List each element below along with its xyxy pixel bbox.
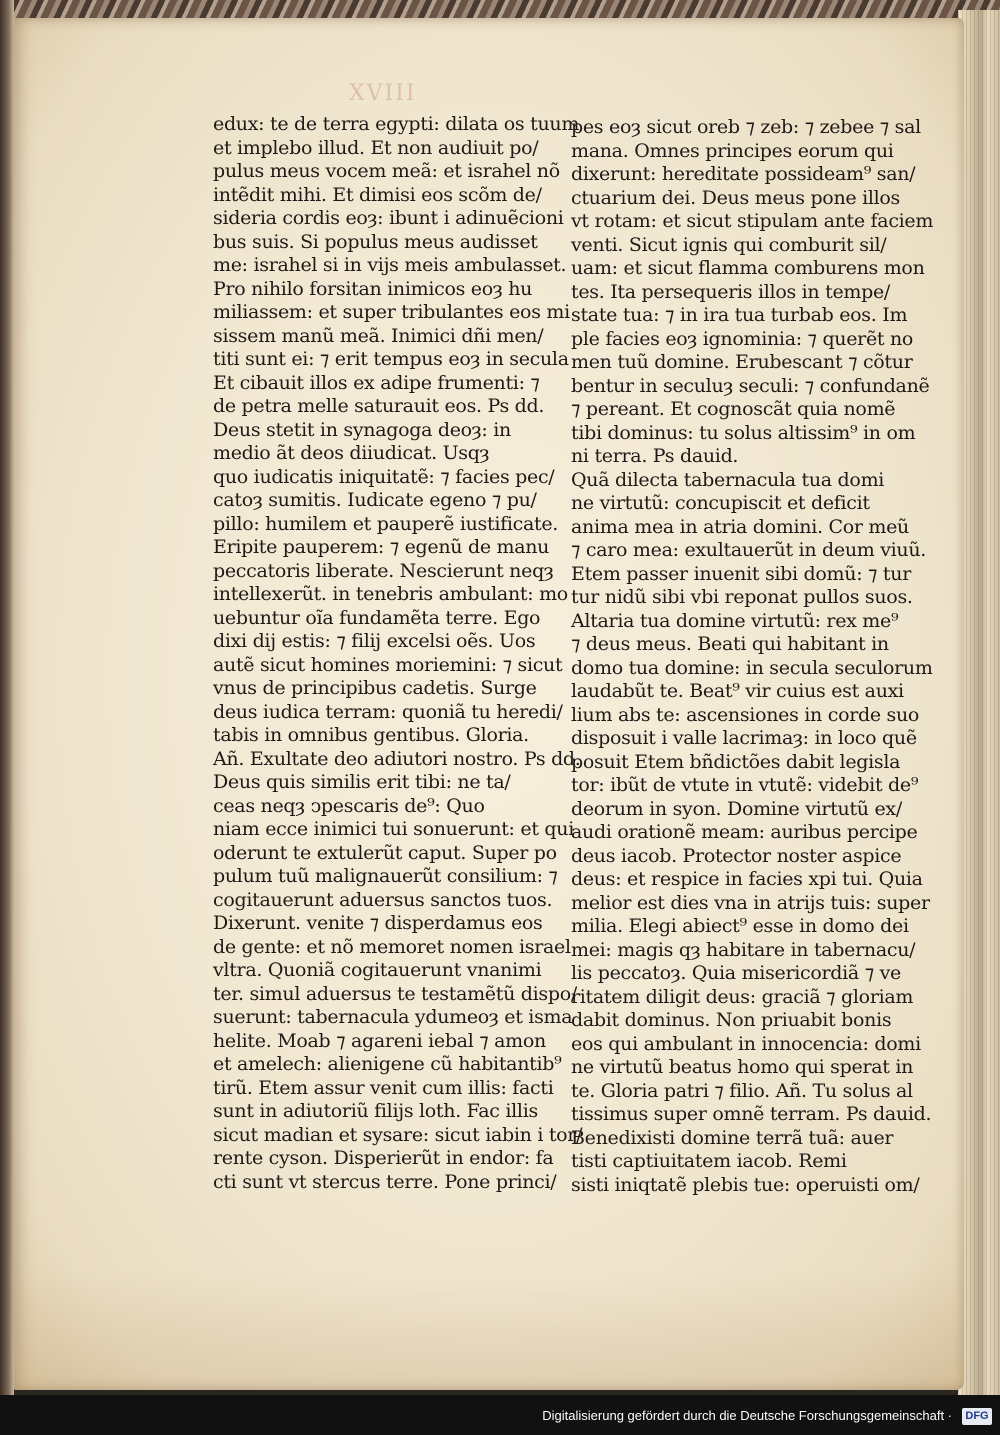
text-line: venti. Sicut ignis qui comburit sil/ <box>571 233 887 256</box>
text-line: Altaria tua domine virtutũ: rex me⁹ <box>571 609 899 632</box>
text-line: peccatoris liberate. Nescierunt neqȝ <box>213 559 554 582</box>
text-line: melior est dies vna in atrijs tuis: super <box>571 891 930 914</box>
text-line: sunt in adiutoriũ filijs loth. Fac illis <box>213 1100 538 1122</box>
text-line: tisti captiuitatem iacob. Remi <box>571 1150 847 1172</box>
text-line: pulum tuũ malignauerũt consilium: ⁊ <box>213 865 558 887</box>
right-text-column <box>571 116 934 1197</box>
text-line: bus suis. Si populus meus audisset <box>213 230 538 253</box>
text-line: anima mea in atria domini. Cor meũ <box>571 515 909 538</box>
text-line: ⁊ deus meus. Beati qui habitant in <box>571 633 889 655</box>
text-line: de gente: et nõ memoret nomen israel <box>213 935 571 958</box>
text-line: Deus stetit in synagoga deoȝ: in <box>213 418 511 441</box>
text-line: tor: ibũt de vtute in vtutẽ: videbit de⁹ <box>571 774 919 796</box>
text-line: te. Gloria patri ⁊ filio. Añ. Tu solus al <box>571 1079 913 1102</box>
text-line: niam ecce inimici tui sonuerunt: et qui <box>213 818 574 840</box>
text-line: ⁊ caro mea: exultauerũt in deum viuũ. <box>571 539 927 561</box>
text-line: ceas neqȝ ↄpescaris de⁹: Quo <box>213 794 485 817</box>
text-line: ritatem diligit deus: graciã ⁊ gloriam <box>571 985 914 1008</box>
text-line: milia. Elegi abiect⁹ esse in domo dei <box>571 915 909 937</box>
text-line: oderunt te extulerũt caput. Super po <box>213 841 557 864</box>
text-line: Et cibauit illos ex adipe frumenti: ⁊ <box>213 371 540 394</box>
text-line: helite. Moab ⁊ agareni iebal ⁊ amon <box>213 1029 546 1052</box>
text-line: pulus meus vocem meã: et israhel nõ <box>213 160 560 182</box>
text-line: Dixerunt. venite ⁊ disperdamus eos <box>213 912 543 934</box>
text-line: medio ãt deos diiudicat. Usqȝ <box>213 442 490 464</box>
text-line: ple facies eoȝ ignominia: ⁊ querẽt no <box>571 327 914 350</box>
text-line: Eripite pauperem: ⁊ egenũ de manu <box>213 536 550 558</box>
text-line: de petra melle saturauit eos. Ps dd. <box>213 395 545 417</box>
text-line: sicut madian et sysare: sicut iabin i tor/ <box>213 1123 583 1146</box>
text-line: Quã dilecta tabernacula tua domi <box>571 468 885 491</box>
left-text-column <box>213 113 583 1194</box>
text-line: dixerunt: hereditate possideam⁹ san/ <box>571 163 916 185</box>
text-line: suerunt: tabernacula ydumeoȝ et isma <box>213 1006 573 1028</box>
book-binding-edge <box>0 0 14 1395</box>
text-line: posuit Etem bñdictões dabit legisla <box>571 750 901 773</box>
text-line: deus iudica terram: quoniã tu heredi/ <box>213 700 563 723</box>
text-line: et implebo illud. Et non audiuit po/ <box>213 136 539 159</box>
text-line: sissem manũ meã. Inimici dñi men/ <box>213 324 544 347</box>
text-line: mana. Omnes principes eorum qui <box>571 139 894 162</box>
text-line: vt rotam: et sicut stipulam ante faciem <box>571 210 934 232</box>
text-line: titi sunt ei: ⁊ erit tempus eoȝ in secula <box>213 348 569 370</box>
text-line: ni terra. Ps dauid. <box>571 445 739 467</box>
text-line: Etem passer inuenit sibi domũ: ⁊ tur <box>571 562 911 585</box>
text-line: uebuntur oĩa fundamẽta terre. Ego <box>213 606 541 629</box>
text-line: edux: te de terra egypti: dilata os tuum <box>213 113 580 135</box>
text-line: catoȝ sumitis. Iudicate egeno ⁊ pu/ <box>213 489 537 511</box>
text-line: deus iacob. Protector noster aspice <box>571 844 902 867</box>
text-line: state tua: ⁊ in ira tua turbab eos. Im <box>571 304 908 326</box>
text-line: intellexerũt. in tenebris ambulant: mo <box>213 583 568 605</box>
text-line: intẽdit mihi. Et dimisi eos scõm de/ <box>213 183 542 206</box>
text-line: tirũ. Etem assur venit cum illis: facti <box>213 1076 554 1099</box>
text-line: me: israhel si in vijs meis ambulasset. <box>213 254 567 276</box>
text-line: men tuũ domine. Erubescant ⁊ cõtur <box>571 351 913 373</box>
text-line: sisti iniqtatẽ plebis tue: operuisti om/ <box>571 1173 920 1196</box>
page-stack-edge <box>958 10 1000 1395</box>
text-line: domo tua domine: in secula seculorum <box>571 656 933 679</box>
text-line: deorum in syon. Domine virtutũ ex/ <box>571 797 902 820</box>
text-line: bentur in seculuȝ seculi: ⁊ confundanẽ <box>571 374 930 397</box>
text-line: miliassem: et super tribulantes eos mi <box>213 301 570 323</box>
text-line: ne virtutũ: concupiscit et deficit <box>571 492 870 514</box>
text-line: pes eoȝ sicut oreb ⁊ zeb: ⁊ zebee ⁊ sal <box>571 116 921 138</box>
text-line: tes. Ita persequeris illos in tempe/ <box>571 280 891 303</box>
text-line: tissimus super omnẽ terram. Ps dauid. <box>571 1103 932 1125</box>
text-line: vnus de principibus cadetis. Surge <box>213 677 537 699</box>
text-line: sideria cordis eoȝ: ibunt i adinuẽcioni <box>213 207 564 229</box>
text-line: ⁊ pereant. Et cognoscãt quia nomẽ <box>571 398 896 420</box>
text-line: lium abs te: ascensiones in corde suo <box>571 703 920 726</box>
text-line: tur nidũ sibi vbi reponat pullos suos. <box>571 586 913 608</box>
text-line: ne virtutũ beatus homo qui sperat in <box>571 1056 914 1078</box>
text-line: audi orationẽ meam: auribus percipe <box>571 821 918 843</box>
text-line: eos qui ambulant in innocencia: domi <box>571 1032 921 1055</box>
dfg-logo: DFG <box>962 1408 992 1425</box>
folio-number: XVIII <box>349 81 417 106</box>
text-line: Añ. Exultate deo adiutori nostro. Ps dd. <box>213 747 581 770</box>
text-line: rente cyson. Disperierũt in endor: fa <box>213 1147 554 1169</box>
text-line: Deus quis similis erit tibi: ne ta/ <box>213 771 511 793</box>
funding-note: Digitalisierung gefördert durch die Deutsche Forschungsgemeinschaft · <box>542 1408 952 1423</box>
text-line: tabis in omnibus gentibus. Gloria. <box>213 724 529 746</box>
text-line: dabit dominus. Non priuabit bonis <box>571 1009 892 1031</box>
text-line: autẽ sicut homines moriemini: ⁊ sicut <box>213 653 563 676</box>
text-line: laudabũt te. Beat⁹ vir cuius est auxi <box>571 680 904 702</box>
text-line: lis peccatoȝ. Quia misericordiã ⁊ ve <box>571 962 901 984</box>
footer-bar <box>0 1395 1000 1435</box>
text-line: deus: et respice in facies xpi tui. Quia <box>571 868 923 890</box>
text-line: quo iudicatis iniquitatẽ: ⁊ facies pec/ <box>213 465 555 488</box>
text-line: disposuit i valle lacrimaȝ: in loco quẽ <box>571 727 917 749</box>
text-line: mei: magis qȝ habitare in tabernacu/ <box>571 938 916 961</box>
text-line: dixi dij estis: ⁊ filij excelsi oẽs. Uos <box>213 630 536 652</box>
text-line: cogitauerunt aduersus sanctos tuos. <box>213 888 553 911</box>
text-line: cti sunt vt stercus terre. Pone princi/ <box>213 1170 557 1193</box>
text-line: tibi dominus: tu solus altissim⁹ in om <box>571 421 916 444</box>
text-line: uam: et sicut flamma comburens mon <box>571 257 925 279</box>
text-line: pillo: humilem et pauperẽ iustificate. <box>213 512 559 535</box>
text-line: ctuarium dei. Deus meus pone illos <box>571 186 900 209</box>
text-line: et amelech: alienigene cũ habitantib⁹ <box>213 1053 562 1075</box>
text-line: Benedixisti domine terrã tuã: auer <box>571 1126 894 1149</box>
text-line: ter. simul aduersus te testamẽtũ dispo/ <box>213 982 577 1005</box>
text-line: vltra. Quoniã cogitauerunt vnanimi <box>213 959 542 981</box>
text-line: Pro nihilo forsitan inimicos eoȝ hu <box>213 277 533 300</box>
